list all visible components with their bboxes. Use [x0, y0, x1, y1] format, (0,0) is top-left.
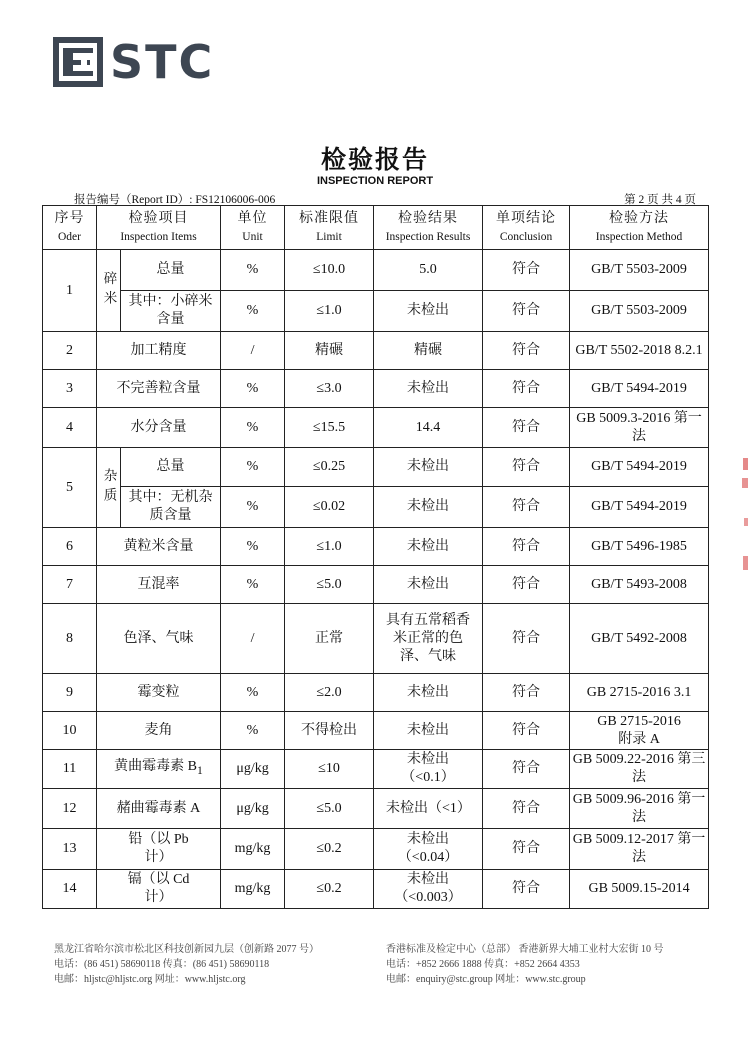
col-header-unit: 单位 Unit: [221, 206, 285, 250]
unit: %: [221, 487, 285, 528]
table-row: [43, 487, 709, 528]
item-name: 加工精度: [97, 332, 221, 370]
conclusion: 符合: [483, 712, 570, 750]
col-header-conclusion: 单项结论 Conclusion: [483, 206, 570, 250]
item-name: 互混率: [97, 566, 221, 604]
unit: %: [221, 250, 285, 291]
item-name: 色泽、气味: [97, 604, 221, 674]
unit: %: [221, 408, 285, 448]
table-row: [43, 750, 709, 789]
unit: mg/kg: [221, 829, 285, 870]
table-row: [43, 408, 709, 448]
table-row: [43, 566, 709, 604]
footer-email: 电邮：enquiry@stc.group 网址：www.stc.group: [386, 974, 586, 985]
table-row: [43, 370, 709, 408]
footer-hongkong-contact: [386, 942, 664, 987]
result: 未检出（<0.1）: [374, 750, 483, 789]
limit: ≤0.25: [285, 448, 374, 487]
method: GB/T 5502-2018 8.2.1: [570, 332, 709, 370]
group-label: 碎米: [97, 250, 121, 332]
unit: %: [221, 291, 285, 332]
limit: ≤0.02: [285, 487, 374, 528]
conclusion: 符合: [483, 408, 570, 448]
table-row: [43, 789, 709, 829]
unit: /: [221, 332, 285, 370]
limit: ≤0.2: [285, 870, 374, 909]
conclusion: 符合: [483, 566, 570, 604]
limit: ≤1.0: [285, 528, 374, 566]
method: GB 2715-2016 3.1: [570, 674, 709, 712]
footer-address: 黑龙江省哈尔滨市松北区科技创新园九层（创新路 2077 号）: [54, 944, 319, 955]
conclusion: 符合: [483, 448, 570, 487]
table-row: [43, 829, 709, 870]
unit: /: [221, 604, 285, 674]
result: 5.0: [374, 250, 483, 291]
method: GB/T 5503-2009: [570, 250, 709, 291]
page-number: 第 2 页 共 4 页: [624, 194, 696, 206]
unit: μg/kg: [221, 750, 285, 789]
table-header-row: [43, 206, 709, 250]
item-name: 总量: [121, 448, 221, 487]
limit: ≤10.0: [285, 250, 374, 291]
item-name: 不完善粒含量: [97, 370, 221, 408]
unit: %: [221, 528, 285, 566]
conclusion: 符合: [483, 370, 570, 408]
method: GB 5009.12-2017 第一法: [570, 829, 709, 870]
method: GB 5009.3-2016 第一法: [570, 408, 709, 448]
item-name: 黄曲霉毒素 $B_1$: [97, 750, 221, 789]
conclusion: 符合: [483, 674, 570, 712]
method: GB 5009.22-2016 第三法: [570, 750, 709, 789]
result: 未检出（<1）: [374, 789, 483, 829]
method: GB 5009.96-2016 第一法: [570, 789, 709, 829]
group-label: 杂质: [97, 448, 121, 528]
unit: %: [221, 712, 285, 750]
row-number: 7: [43, 566, 97, 604]
item-name: 其中：小碎米含量: [121, 291, 221, 332]
result: 未检出（<0.003）: [374, 870, 483, 909]
limit: ≤5.0: [285, 789, 374, 829]
unit: mg/kg: [221, 870, 285, 909]
conclusion: 符合: [483, 291, 570, 332]
stc-emblem-icon: [52, 36, 104, 88]
col-header-order: 序号 Oder: [43, 206, 97, 250]
result: 未检出: [374, 566, 483, 604]
limit: ≤15.5: [285, 408, 374, 448]
table-row: [43, 674, 709, 712]
item-name: 黄粒米含量: [97, 528, 221, 566]
conclusion: 符合: [483, 829, 570, 870]
conclusion: 符合: [483, 604, 570, 674]
result: 未检出: [374, 712, 483, 750]
table-row: [43, 604, 709, 674]
table-row: [43, 250, 709, 291]
result: 未检出: [374, 674, 483, 712]
seal-stamp-fragment: [740, 456, 750, 586]
row-number: 11: [43, 750, 97, 789]
row-number: 8: [43, 604, 97, 674]
limit: ≤5.0: [285, 566, 374, 604]
row-number: 5: [43, 448, 97, 528]
row-number: 10: [43, 712, 97, 750]
col-header-items: 检验项目 Inspection Items: [97, 206, 221, 250]
footer-address: 香港标准及检定中心（总部） 香港新界大埔工业村大宏街 10 号: [386, 944, 664, 955]
page-subtitle: INSPECTION REPORT: [316, 175, 434, 187]
page-title: 检验报告: [320, 145, 429, 174]
limit: 精碾: [285, 332, 374, 370]
method: GB/T 5492-2008: [570, 604, 709, 674]
footer-phone: 电话：+852 2666 1888 传真：+852 2664 4353: [386, 959, 580, 970]
unit: %: [221, 370, 285, 408]
row-number: 13: [43, 829, 97, 870]
method: GB/T 5494-2019: [570, 487, 709, 528]
method: GB/T 5493-2008: [570, 566, 709, 604]
unit: μg/kg: [221, 789, 285, 829]
result: 精碾: [374, 332, 483, 370]
method: GB/T 5494-2019: [570, 448, 709, 487]
stc-logo: [52, 36, 214, 88]
method: GB 2715-2016 附录 A: [570, 712, 709, 750]
item-name: 铅（以 Pb 计）: [97, 829, 221, 870]
conclusion: 符合: [483, 487, 570, 528]
conclusion: 符合: [483, 250, 570, 291]
table-row: [43, 332, 709, 370]
row-number: 2: [43, 332, 97, 370]
table-row: [43, 448, 709, 487]
unit: %: [221, 448, 285, 487]
conclusion: 符合: [483, 528, 570, 566]
inspection-table: [42, 205, 709, 909]
conclusion: 符合: [483, 750, 570, 789]
result: 未检出: [374, 448, 483, 487]
result: 14.4: [374, 408, 483, 448]
table-row: [43, 528, 709, 566]
footer-harbin-contact: [54, 942, 319, 987]
result: 未检出: [374, 528, 483, 566]
method: GB/T 5494-2019: [570, 370, 709, 408]
limit: ≤10: [285, 750, 374, 789]
col-header-results: 检验结果 Inspection Results: [374, 206, 483, 250]
row-number: 6: [43, 528, 97, 566]
row-number: 9: [43, 674, 97, 712]
row-number: 12: [43, 789, 97, 829]
unit: %: [221, 674, 285, 712]
limit: ≤2.0: [285, 674, 374, 712]
conclusion: 符合: [483, 332, 570, 370]
limit: ≤3.0: [285, 370, 374, 408]
result: 未检出（<0.04）: [374, 829, 483, 870]
item-name: 其中：无机杂质含量: [121, 487, 221, 528]
unit: %: [221, 566, 285, 604]
limit: 正常: [285, 604, 374, 674]
limit: ≤1.0: [285, 291, 374, 332]
result: 未检出: [374, 370, 483, 408]
method: GB/T 5503-2009: [570, 291, 709, 332]
result: 具有五常稻香米正常的色泽、气味: [374, 604, 483, 674]
item-name: 水分含量: [97, 408, 221, 448]
footer-phone: 电话：(86 451) 58690118 传真：(86 451) 58690118: [54, 959, 270, 970]
item-name: 麦角: [97, 712, 221, 750]
limit: ≤0.2: [285, 829, 374, 870]
col-header-limit: 标准限值 Limit: [285, 206, 374, 250]
table-row: [43, 870, 709, 909]
col-header-method: 检验方法 Inspection Method: [570, 206, 709, 250]
method: GB/T 5496-1985: [570, 528, 709, 566]
item-name: 赭曲霉毒素 A: [97, 789, 221, 829]
result: 未检出: [374, 291, 483, 332]
table-row: [43, 291, 709, 332]
report-id: 报告编号（Report ID）: FS12106006-006: [74, 194, 276, 206]
logo-text: STC: [110, 35, 215, 89]
table-row: [43, 712, 709, 750]
footer-email: 电邮：hljstc@hljstc.org 网址：www.hljstc.org: [54, 974, 246, 985]
method: GB 5009.15-2014: [570, 870, 709, 909]
item-name: 镉（以 Cd 计）: [97, 870, 221, 909]
item-name: 霉变粒: [97, 674, 221, 712]
result: 未检出: [374, 487, 483, 528]
conclusion: 符合: [483, 870, 570, 909]
limit: 不得检出: [285, 712, 374, 750]
row-number: 3: [43, 370, 97, 408]
row-number: 4: [43, 408, 97, 448]
row-number: 1: [43, 250, 97, 332]
conclusion: 符合: [483, 789, 570, 829]
item-name: 总量: [121, 250, 221, 291]
row-number: 14: [43, 870, 97, 909]
